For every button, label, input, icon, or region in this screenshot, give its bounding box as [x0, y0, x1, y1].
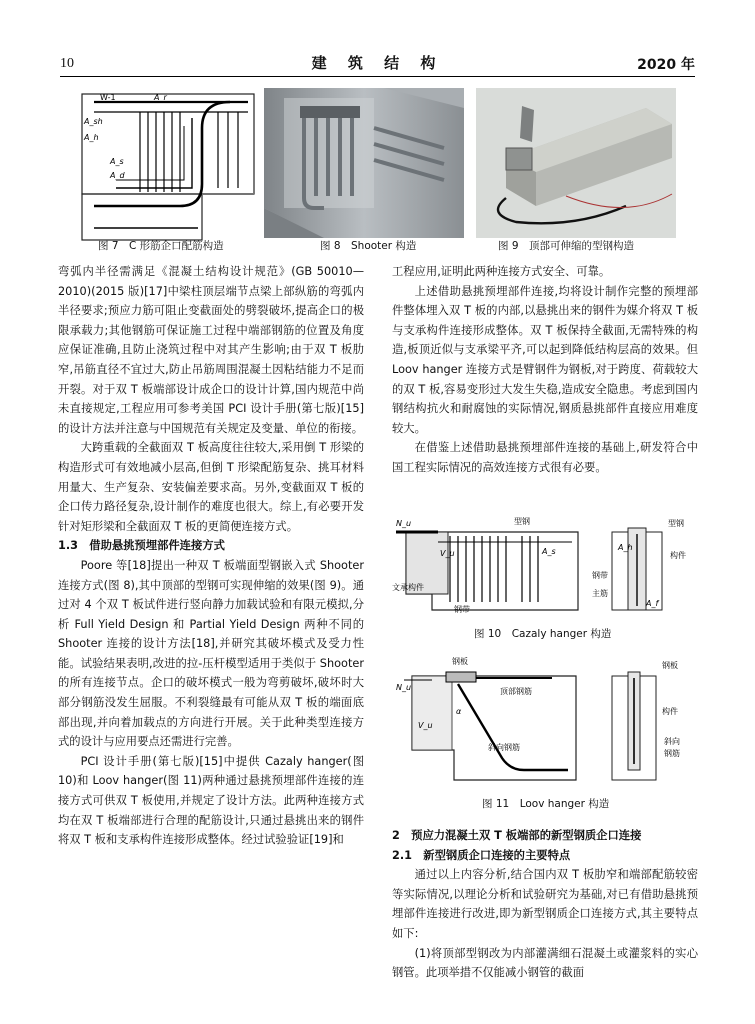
- fig7-label-ah: A_h: [84, 133, 99, 142]
- fig10-label-steel: 型钢: [514, 517, 530, 526]
- figure-8-caption: 图 8 Shooter 构造: [320, 240, 417, 252]
- figure-10-caption: 图 10 Cazaly hanger 构造: [474, 628, 612, 640]
- year: 2020 年: [637, 57, 695, 73]
- fig10-label-nu: N_u: [396, 519, 412, 528]
- fig10-label-as: A_s: [542, 547, 556, 556]
- header-rule: [60, 76, 695, 77]
- left-paragraph-1: 弯弧内半径需满足《混凝土结构设计规范》(GB 50010—2010)(2015 版)[17]中梁柱顶层端节点梁上部纵筋的弯弧内半径要求;预应力筋可阻止变截面处的劈裂破坏,提高企口的极限承载力;其他钢筋可保证施工过程中端部钢筋的位置及角度应保证准确,且防止浇筑过程中对其产生影响;由于双 T 板肋窄,吊筋直径不宜过大,防止吊筋周围混凝土因粘结能力不足而开裂。对于双 T 板端部设计成企口的设计计算,国内规范中尚未直接规定,工程应用可参考美国 PCI 设计手册(第七版)[15]的设计方法并注意与中国规范有关规定及变量、单位的衔接。: [58, 265, 364, 435]
- page-number: 10: [60, 56, 74, 71]
- fig7-label-ash: A_sh: [84, 117, 103, 126]
- right-paragraph-3: 在借鉴上述借助悬挑预埋部件连接的基础上,研发符合中国工程实际情况的高效连接方式很有必要。: [392, 441, 698, 474]
- figure-11-caption: 图 11 Loov hanger 构造: [482, 798, 610, 810]
- fig11-label-diag-bar: 斜向钢筋: [488, 743, 520, 752]
- fig11-label-alpha: α: [456, 707, 462, 716]
- section-heading-1-3: 1.3 借助悬挑预埋部件连接方式: [58, 539, 225, 553]
- journal-title: 建 筑 结 构: [311, 54, 444, 72]
- figure-10-drawing: [392, 514, 698, 614]
- fig10-label-support: 文承构件: [392, 583, 424, 592]
- running-header: [60, 52, 695, 74]
- fig11-label-plate-2: 钢板: [662, 661, 678, 670]
- fig11-label-nu: N_u: [396, 683, 412, 692]
- figure-7-caption: 图 7 C 形筋企口配筋构造: [98, 240, 224, 252]
- fig11-label-member: 构件: [662, 707, 678, 716]
- figure-9-caption: 图 9 顶部可伸缩的型钢构造: [498, 240, 635, 252]
- left-column: [58, 262, 364, 850]
- fig10-label-af: A_f: [646, 599, 659, 608]
- right-paragraph-1: 工程应用,证明此两种连接方式安全、可靠。: [392, 265, 611, 278]
- fig10-label-main: 主筋: [592, 589, 608, 598]
- fig11-label-diag-2: 钢筋: [664, 749, 680, 758]
- fig10-label-ah: A_h: [618, 543, 633, 552]
- section-heading-2-1: 2.1 新型钢质企口连接的主要特点: [392, 848, 571, 862]
- fig10-label-strap-2: 钢带: [592, 571, 608, 580]
- fig10-label-member: 构件: [670, 551, 686, 560]
- fig11-label-diag-1: 斜向: [664, 737, 680, 746]
- right-paragraph-2: 上述借助悬挑预埋部件连接,均将设计制作完整的预埋部件整体埋入双 T 板的内部,以悬挑出来的钢件为媒介将双 T 板与支承构件连接形成整体。双 T 板保持全截面,无需特殊的构造,板顶近似与支承梁平齐,可以起到降低结构层高的效果。但 Loov hanger 连接方式是臂钢件为钢板,对于跨度、荷载较大的双 T 板,容易变形过大发生失稳,造成安全隐患。考虑到国内钢结构抗火和耐腐蚀的实际情况,钢质悬挑部件直接应用难度较大。: [392, 284, 698, 435]
- fig7-label-w1: W-1: [100, 93, 116, 102]
- figure-7-drawing: [80, 88, 260, 248]
- fig7-label-ar: A_r: [154, 93, 167, 102]
- right-column-top: [392, 262, 698, 478]
- figure-11-drawing: [392, 654, 698, 784]
- figure-8-drawing: [264, 88, 464, 238]
- left-paragraph-2: 大跨重载的全截面双 T 板高度往往较大,采用倒 T 形梁的构造形式可有效地减小层高,但倒 T 形梁配筋复杂、挑耳材料用量大、生产复杂、安装偏差要求高。另外,变截面双 T 板的企口传力路径复杂,设计制作的难度也很大。综上,有必要开发针对矩形梁和全截面双 T 板的更简便连接方式。: [58, 441, 364, 533]
- left-paragraph-3: Poore 等[18]提出一种双 T 板端面型钢嵌入式 Shooter 连接方式(图 8),其中顶部的型钢可实现伸缩的效果(图 9)。通过对 4 个双 T 板试件进行竖向静力加载试验和有限元模拟,分析 Full Yield Design 和 Partial Yield Design 两种不同的 Shooter 连接的设计方法[18],并研究其破坏模式及受力性能。试验结果表明,改进的拉-压杆模型适用于类似于 Shooter 的所有连接节点。企口的破坏模式一般为弯剪破坏,破坏时大部分钢筋没发生屈服。不利裂缝最有可能从双 T 板的端面底部出现,并向着加载点的方向进行开展。关于此种类型连接方式的设计与应用要点还需进行完善。: [58, 558, 364, 749]
- right-paragraph-5: (1)将顶部型钢改为内部灌满细石混凝土或灌浆料的实心钢管。此项举措不仅能减小钢管的截面: [392, 946, 698, 980]
- right-paragraph-4: 通过以上内容分析,结合国内双 T 板肋窄和端部配筋较密等实际情况,以理论分析和试验研究为基础,对已有借助悬挑预埋部件连接进行改进,即为新型钢质企口连接方式,其主要特点如下:: [392, 868, 698, 940]
- left-paragraph-4: PCI 设计手册(第七版)[15]中提供 Cazaly hanger(图 10)和 Loov hanger(图 11)两种通过悬挑预埋部件连接的连接方式可供双 T 板使用,并规定了设计方法。此两种连接方式均在双 T 板端部进行合理的配筋设计,只通过悬挑出来的钢件将双 T 板和支承构件连接形成整体。经过试验验证[19]和: [58, 754, 364, 847]
- fig11-label-plate: 钢板: [452, 657, 468, 666]
- right-column-bottom: [392, 826, 698, 983]
- fig10-label-vu: V_u: [440, 549, 455, 558]
- fig7-label-as: A_s: [110, 157, 124, 166]
- fig10-label-steel-2: 型钢: [668, 519, 684, 528]
- fig7-label-ad: A_d: [110, 171, 125, 180]
- figure-9-drawing: [476, 88, 676, 238]
- fig11-label-vu: V_u: [418, 721, 433, 730]
- fig10-label-strap: 钢带: [454, 605, 470, 614]
- fig11-label-top-bar: 顶部钢筋: [500, 687, 532, 696]
- section-heading-2: 2 预应力混凝土双 T 板端部的新型钢质企口连接: [392, 829, 642, 842]
